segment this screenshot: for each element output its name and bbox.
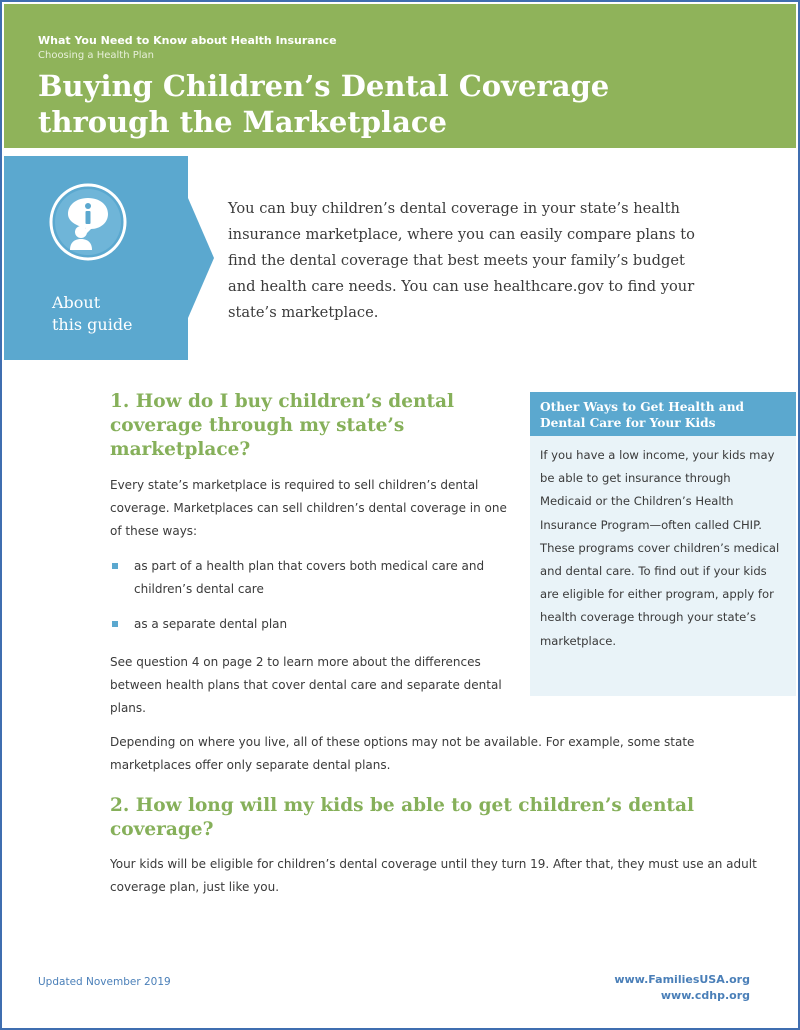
question-1-paragraph-3: Depending on where you live, all of these options may not be available. For example, some state marketplaces offer only separate dental plans. bbox=[110, 735, 695, 772]
about-guide-arrow bbox=[188, 198, 214, 318]
sidebar-body: If you have a low income, your kids may be able to get insurance through Medicaid or the Children’s Health Insurance Program—often called CHIP. These programs cover children’s medical and dental care. To find out if your kids are eligible for either program, apply for health coverage through your state’s marketplace. bbox=[540, 448, 780, 648]
question-1-heading: 1. How do I buy children’s dental coverage through my state’s marketplace? bbox=[110, 391, 455, 460]
series-title: What You Need to Know about Health Insurance bbox=[38, 34, 337, 47]
title-line-1: Buying Children’s Dental Coverage bbox=[38, 69, 610, 103]
intro-paragraph: You can buy children’s dental coverage in your state’s health insurance marketplace, where you can easily compare plans to find the dental coverage that best meets your family’s budget and health care needs. You can use healthcare.gov to find your state’s marketplace. bbox=[228, 200, 695, 321]
series-subtitle: Choosing a Health Plan bbox=[38, 50, 155, 61]
sidebar-heading: Other Ways to Get Health and Dental Care for Your Kids bbox=[530, 392, 796, 436]
list-item-text: as part of a health plan that covers both medical care and children’s dental care bbox=[134, 559, 485, 596]
bullet-square-icon bbox=[112, 563, 118, 569]
list-item bbox=[110, 555, 514, 601]
question-1-paragraph-1: Every state’s marketplace is required to sell children’s dental coverage. Marketplaces can sell children’s dental coverage in one of these ways: bbox=[110, 478, 507, 538]
about-label-line-1: About bbox=[52, 293, 101, 312]
question-2-paragraph: Your kids will be eligible for children’s dental coverage until they turn 19. After that, they must use an adult coverage plan, just like you. bbox=[110, 857, 757, 894]
question-1-paragraph-2: See question 4 on page 2 to learn more about the differences between health plans that cover dental care and separate dental plans. bbox=[110, 655, 502, 715]
updated-date: Updated November 2019 bbox=[38, 976, 171, 988]
other-ways-sidebar bbox=[530, 392, 796, 696]
list-item-text: as a separate dental plan bbox=[134, 617, 288, 631]
page-title bbox=[38, 68, 738, 140]
title-line-2: through the Marketplace bbox=[38, 105, 447, 139]
familiesusa-link[interactable]: www.FamiliesUSA.org bbox=[614, 973, 750, 986]
about-label-line-2: this guide bbox=[52, 315, 133, 334]
document-header bbox=[4, 4, 796, 148]
cdhp-link[interactable]: www.cdhp.org bbox=[660, 989, 750, 1002]
coverage-options-list bbox=[110, 555, 514, 648]
question-2-heading: 2. How long will my kids be able to get children’s dental coverage? bbox=[110, 795, 694, 840]
info-person-icon bbox=[48, 182, 128, 262]
list-item bbox=[110, 613, 514, 636]
bullet-square-icon bbox=[112, 621, 118, 627]
about-guide-label bbox=[52, 292, 133, 336]
